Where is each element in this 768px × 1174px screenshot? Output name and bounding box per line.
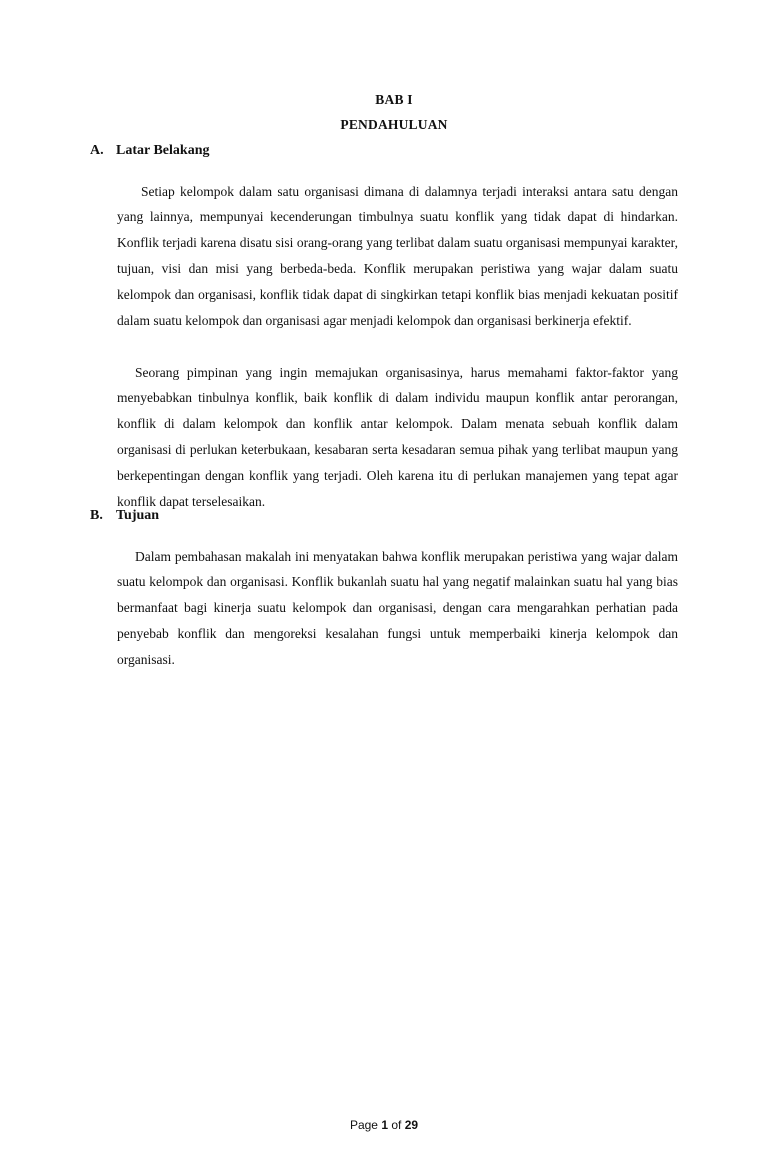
current-page-number: 1 — [381, 1118, 388, 1132]
section-title: Latar Belakang — [116, 143, 210, 158]
section-heading-latar-belakang — [90, 143, 209, 159]
paragraph: Dalam pembahasan makalah ini menyatakan bahwa konflik merupakan peristiwa yang wajar dalam suatu kelompok dan organisasi. Konflik bukanlah suatu hal yang negatif malainkan suatu hal yang bias bermanfaat bagi kinerja suatu kelompok dan organisasi, dengan cara mengarahkan perhatian pada penyebab konflik dan mengoreksi kesalahan fungsi untuk memperbaiki kinerja kelompok dan organisasi. — [117, 548, 678, 668]
total-pages-number: 29 — [404, 1118, 419, 1132]
of-word: of — [391, 1118, 402, 1132]
section-heading-tujuan — [90, 508, 159, 524]
chapter-number: BAB I — [375, 92, 413, 107]
section-label: A. — [90, 143, 104, 158]
section-title: Tujuan — [116, 508, 160, 523]
chapter-title: PENDAHULUAN — [340, 117, 448, 132]
page-word: Page — [349, 1118, 378, 1132]
paragraph: Setiap kelompok dalam satu organisasi dimana di dalamnya terjadi interaksi antara satu dengan yang lainnya, mempunyai kecenderungan timbulnya suatu konflik yang tidak dapat di hindarkan. Konflik terjadi karena disatu sisi orang-orang yang terlibat dalam suatu organisasi mempunyai karakter, tujuan, visi dan misi yang berbeda-beda. Konflik merupakan peristiwa yang wajar dalam suatu kelompok dan organisasi, konflik tidak dapat di singkirkan tetapi konflik bias menjadi kekuatan positif dalam suatu kelompok dan organisasi agar menjadi kelompok dan organisasi berkinerja efektif. — [117, 183, 678, 329]
paragraph: Seorang pimpinan yang ingin memajukan organisasinya, harus memahami faktor-faktor yang menyebabkan tinbulnya konflik, baik konflik di dalam individu maupun konflik antar perorangan, konflik di dalam kelompok dan konflik antar kelompok. Dalam menata sebuah konflik dalam organisasi di perlukan keterbukaan, kesabaran serta kesadaran semua pihak yang terlibat maupun yang berkepentingan dengan konflik yang terjadi. Oleh karena itu di perlukan manajemen yang tepat agar konflik dapat terselesaikan. — [117, 364, 678, 510]
page-footer — [0, 1118, 768, 1132]
section-label: B. — [90, 508, 103, 523]
